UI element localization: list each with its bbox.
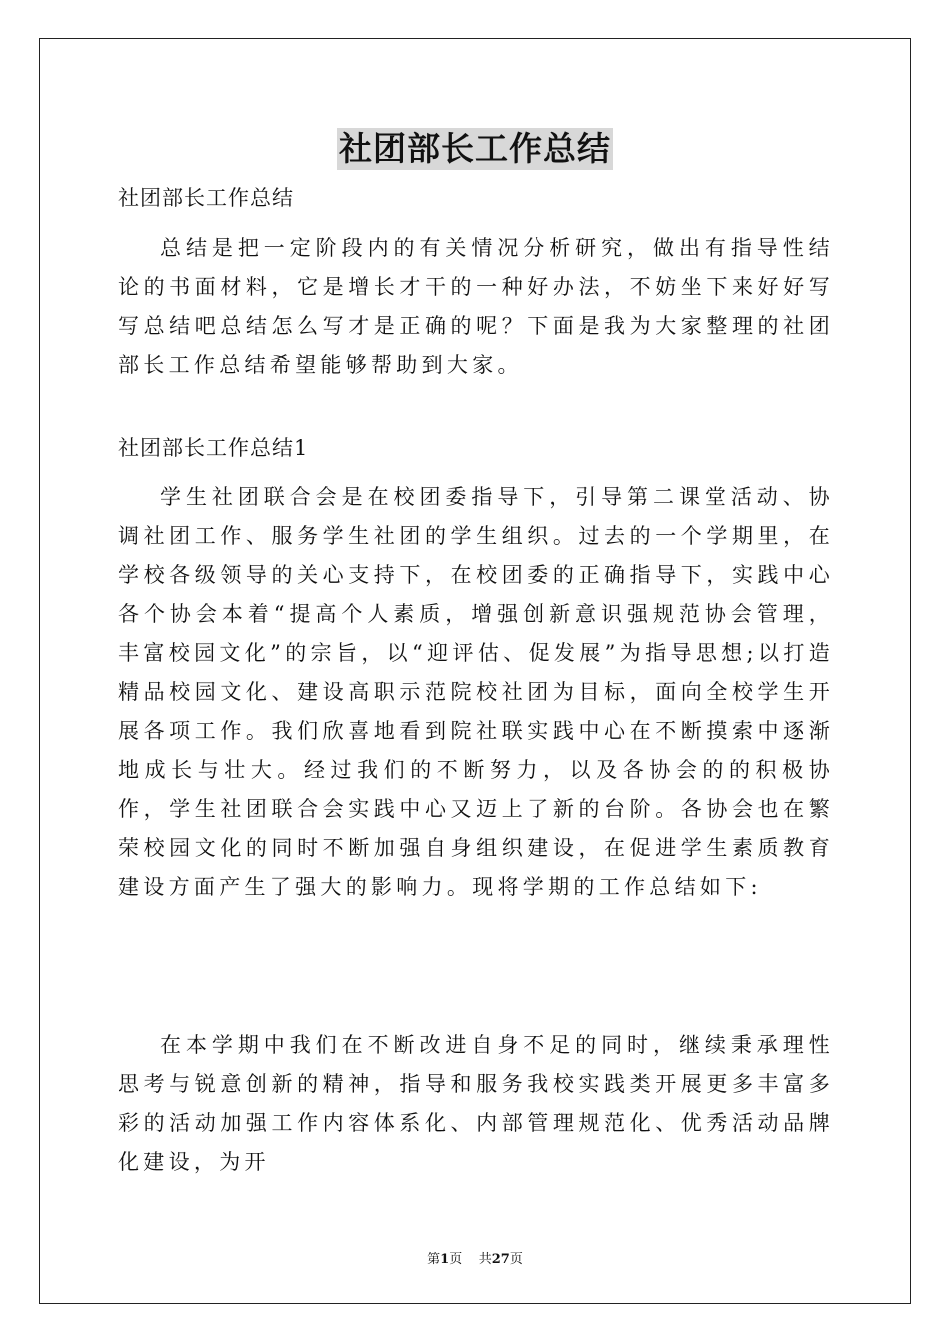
total-prefix: 共 [478, 1252, 492, 1267]
document-subtitle: 社团部长工作总结 [118, 186, 294, 210]
body-paragraph-2: 在本学期中我们在不断改进自身不足的同时，继续秉承理性思考与锐意创新的精神，指导和服务我校实践类开展更多丰富多彩的活动加强工作内容体系化、内部管理规范化、优秀活动品牌化建设，为开 [118, 1033, 834, 1174]
page-suffix: 页 [449, 1252, 463, 1267]
section-heading: 社团部长工作总结1 [118, 436, 309, 460]
intro-paragraph: 总结是把一定阶段内的有关情况分析研究，做出有指导性结论的书面材料，它是增长才干的一种好办法，不妨坐下来好好写写总结吧总结怎么写才是正确的呢？下面是我为大家整理的社团部长工作总结希望能够帮助到大家。 [118, 236, 834, 377]
total-suffix: 页 [509, 1252, 523, 1267]
total-page-count: 27 [491, 1252, 510, 1267]
document-title: 社团部长工作总结 [339, 129, 611, 168]
body-paragraph-1: 学生社团联合会是在校团委指导下，引导第二课堂活动、协调社团工作、服务学生社团的学生组织。过去的一个学期里，在学校各级领导的关心支持下，在校团委的正确指导下，实践中心各个协会本着“提高个人素质，增强创新意识强规范协会管理，丰富校园文化”的宗旨，以“迎评估、促发展”为指导思想;以打造精品校园文化、建设高职示范院校社团为目标，面向全校学生开展各项工作。我们欣喜地看到院社联实践中心在不断摸索中逐渐地成长与壮大。经过我们的不断努力，以及各协会的的积极协作，学生社团联合会实践中心又迈上了新的台阶。各协会也在繁荣校园文化的同时不断加强自身组织建设，在促进学生素质教育建设方面产生了强大的影响力。现将学期的工作总结如下: [118, 485, 834, 899]
title-container [0, 128, 950, 170]
page-footer [0, 1248, 950, 1267]
current-page-number: 1 [440, 1252, 450, 1267]
page-prefix: 第 [427, 1252, 441, 1267]
